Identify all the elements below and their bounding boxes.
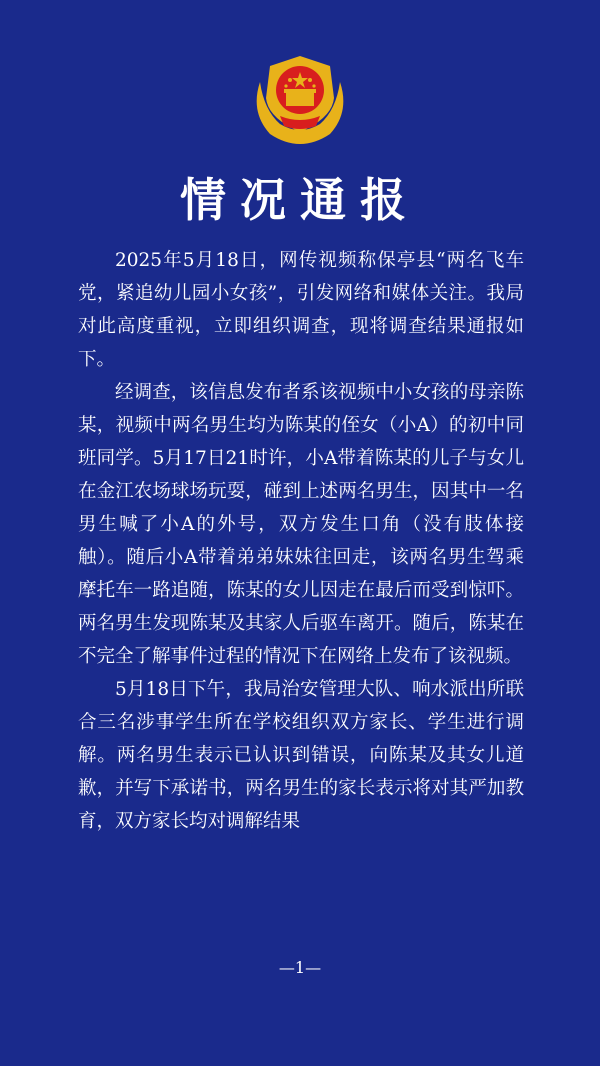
page-number: —1— [278, 958, 322, 977]
paragraph-intro: 2025年5月18日，网传视频称保亭县“两名飞车党，紧追幼儿园小女孩”，引发网络和媒体关注。我局对此高度重视，立即组织调查，现将调查结果通报如下。 [78, 250, 524, 370]
paragraph-investigation: 经调查，该信息发布者系该视频中小女孩的母亲陈某，视频中两名男生均为陈某的侄女（小A）的初中同班同学。5月17日21时许，小A带着陈某的儿子与女儿在金江农场球场玩耍，碰到上述两名男生，因其中一名男生喊了小A的外号，双方发生口角（没有肢体接触）。随后小A带着弟弟妹妹往回走，该两名男生驾乘摩托车一路追随，陈某的女儿因走在最后而受到惊吓。两名男生发现陈某及其家人后驱车离开。随后，陈某在不完全了解事件过程的情况下在网络上发布了该视频。 [78, 382, 524, 667]
paragraph-mediation: 5月18日下午，我局治安管理大队、响水派出所联合三名涉事学生所在学校组织双方家长、学生进行调解。两名男生表示已认识到错误，向陈某及其女儿道歉，并写下承诺书，两名男生的家长表示将对其严加教育，双方家长均对调解结果 [78, 679, 524, 832]
police-emblem-icon [250, 52, 350, 148]
notice-body [78, 244, 524, 838]
document-title: 情况通报 [180, 173, 420, 227]
